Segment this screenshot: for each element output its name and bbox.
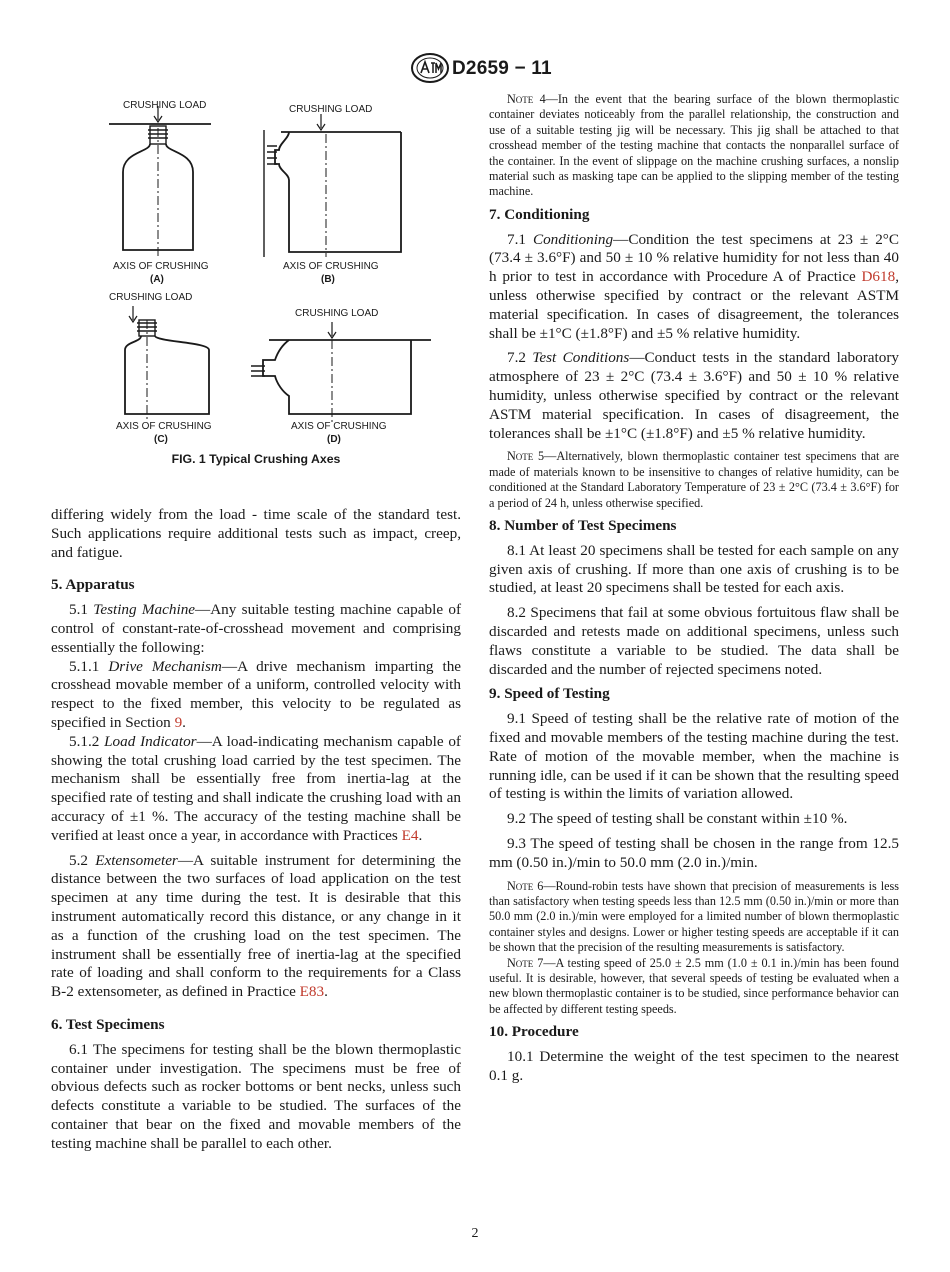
paragraph-9-1: 9.1 Speed of testing shall be the relative rate of motion of the fixed and movable members of the testing machine during the test. Rate of motion of the movable member, when the machine is running idle, can be used if it can be shown that the resulting speed of testing is within the limits of variation allowed.	[489, 710, 899, 803]
figure-crushing-axes	[51, 92, 461, 452]
label-axis-a: AXIS OF CRUSHING	[113, 261, 209, 272]
link-d618[interactable]: D618	[861, 268, 896, 286]
label-crushing-load-d: CRUSHING LOAD	[295, 308, 379, 319]
right-column	[489, 92, 899, 1086]
note-4: Note 4—In the event that the bearing surface of the blown thermoplastic container deviates noticeably from the parallel relationship, the construction and use of a suitable testing jig will be necessary. This jig shall be attached to that crosshead member of the testing machine that contacts the nonparallel surface of the container. In the event of slippage on the machine crushing surfaces, a nonslip material such as masking tape can be applied to the slipping member of the testing machine.	[489, 92, 899, 199]
paragraph-7-2: 7.2 Test Conditions—Conduct tests in the standard laboratory atmosphere of 23 ± 2°C (73.4 ± 3.6°F) and 50 ± 10 % relative humidity, unless otherwise specified by contract or the relevant ASTM material specification. In cases of disagreement, the tolerances shall be ±1°C (±1.8°F) and ±5 % relative humidity.	[489, 349, 900, 442]
label-crushing-load-a: CRUSHING LOAD	[123, 100, 207, 111]
paragraph-continued: differing widely from the load - time scale of the standard test. Such applications require additional tests such as impact, creep, and fatigue.	[51, 506, 461, 561]
label-d: (D)	[327, 434, 341, 445]
paragraph-8-2: 8.2 Specimens that fail at some obvious fortuitous flaw shall be discarded and retests made on additional specimens, unless such flaws constitute a variable to be studied. The data shall be discarded and the number of rejected specimens noted.	[489, 604, 899, 678]
paragraph-5-1-2: 5.1.2 Load Indicator—A load-indicating mechanism capable of showing the total crushing load carried by the test specimen. The mechanism shall be essentially free from inertia-lag at the specified rate of testing and shall indicate the crushing load with an accuracy of ±1 %. The accuracy of the testing machine shall be verified at least once a year, in accordance with Practices E4.	[51, 732, 461, 844]
paragraph-7-1: 7.1 Conditioning—Condition the test specimens at 23 ± 2°C (73.4 ± 3.6°F) and 50 ± 10 % relative humidity for not less than 40 h prior to test in accordance with Procedure A of Practice D618, unless otherwise specified by contract or the relevant ASTM material specification. In cases of disagreement, the tolerances shall be ±1°C (±1.8°F) and ±5 % relative humidity.	[489, 230, 899, 342]
document-number: D2659 − 11	[452, 58, 552, 79]
heading-number-of-specimens: 8. Number of Test Specimens	[489, 517, 677, 535]
label-a: (A)	[150, 274, 164, 285]
label-crushing-load-c: CRUSHING LOAD	[109, 292, 193, 303]
link-e4[interactable]: E4	[401, 826, 419, 844]
link-e83[interactable]: E83	[299, 983, 325, 1001]
label-axis-b: AXIS OF CRUSHING	[283, 261, 379, 272]
paragraph-5-1-1: 5.1.1 Drive Mechanism—A drive mechanism imparting the crosshead movable member of a uniform, controlled velocity with respect to the fixed member, this velocity to be regulated as specified in Section 9.	[51, 657, 462, 731]
heading-conditioning: 7. Conditioning	[489, 205, 590, 223]
label-c: (C)	[154, 434, 168, 445]
left-column	[51, 92, 461, 1154]
heading-procedure: 10. Procedure	[489, 1023, 579, 1041]
page-header	[0, 52, 950, 86]
paragraph-9-3: 9.3 The speed of testing shall be chosen in the range from 12.5 mm (0.50 in.)/min to 50.0 mm (2.0 in.)/min.	[489, 834, 899, 871]
paragraph-9-2: 9.2 The speed of testing shall be constant within ±10 %.	[507, 810, 848, 828]
note-5: Note 5—Alternatively, blown thermoplastic container test specimens that are made of materials known to be insensitive to changes of relative humidity, can be conditioned at the Standard Laboratory Temperature of 23 ± 2°C (73.4 ± 3.6°F) for a period of 24 h, unless otherwise specified.	[489, 449, 899, 510]
note-7: Note 7—A testing speed of 25.0 ± 2.5 mm (1.0 ± 0.1 in.)/min has been found useful. It is desirable, however, that several speeds of testing be evaluated when a new blown thermoplastic container is to be studied, since performance behavior can be affected by different testing speeds.	[489, 955, 899, 1016]
figure-caption: FIG. 1 Typical Crushing Axes	[171, 452, 341, 466]
paragraph-5-1: 5.1 Testing Machine—Any suitable testing machine capable of control of constant-rate-of-crosshead movement and comprising essentially the following:	[51, 601, 462, 656]
astm-logo-icon	[410, 52, 450, 84]
note-6: Note 6—Round-robin tests have shown that precision of measurements is less than satisfactory when testing speeds less than 12.5 mm (0.50 in.)/min or more than 50.0 mm (2.0 in.)/min were employed for a limited number of blown thermoplastic container styles and designs. Lower or higher testing speeds are acceptable if it can be shown that the precision of the resulting measurements is satisfactory.	[489, 878, 899, 955]
heading-speed-of-testing: 9. Speed of Testing	[489, 685, 610, 703]
paragraph-5-2: 5.2 Extensometer—A suitable instrument for determining the distance between the two surfaces of load application on the test specimen at any time during the test. It is desirable that this instrument automatically record this distance, or any change in it as a function of the crushing load on the test specimen. The instrument shall be essentially free of inertia-lag at the specified rate of loading and shall conform to the requirements for a Class B-2 extensometer, as defined in Practice E83.	[51, 851, 462, 1001]
label-axis-c: AXIS OF CRUSHING	[116, 421, 212, 432]
label-b: (B)	[321, 274, 335, 285]
label-crushing-load-b: CRUSHING LOAD	[289, 104, 373, 115]
paragraph-6-1: 6.1 The specimens for testing shall be the blown thermoplastic container under investigation. The specimens must be free of obvious defects such as rocker bottoms or bent necks, unless such defects constitute a variable to be studied. The surfaces of the container that bear on the fixed and movable members of the testing machine shall be parallel to each other.	[51, 1040, 461, 1152]
heading-test-specimens: 6. Test Specimens	[51, 1015, 165, 1033]
paragraph-8-1: 8.1 At least 20 specimens shall be tested for each sample on any given axis of crushing. If more than one axis of crushing is to be studied, at least 20 specimens shall be tested for each axis.	[489, 541, 899, 597]
paragraph-10-1: 10.1 Determine the weight of the test specimen to the nearest 0.1 g.	[489, 1048, 899, 1084]
label-axis-d: AXIS OF CRUSHING	[291, 421, 387, 432]
heading-apparatus: 5. Apparatus	[51, 576, 135, 594]
page-number: 2	[471, 1226, 479, 1241]
link-section-9[interactable]: 9	[174, 713, 183, 731]
figure-1	[51, 92, 461, 472]
